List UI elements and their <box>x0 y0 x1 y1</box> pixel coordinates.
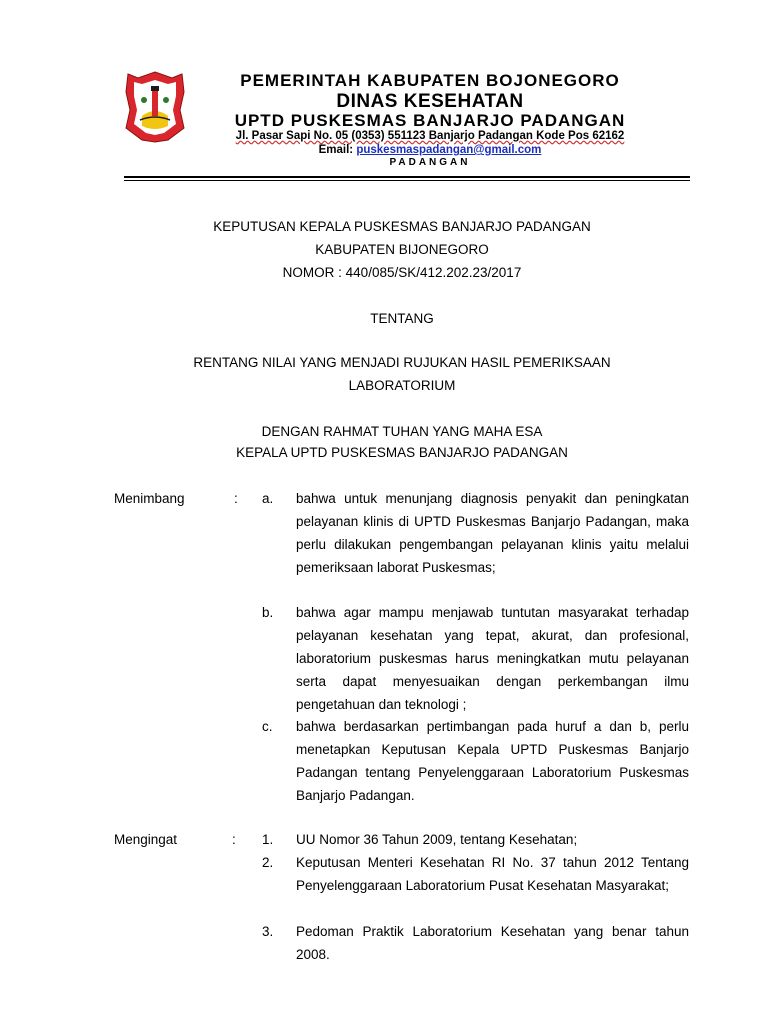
decree-head: KEPALA UPTD PUSKESMAS BANJARJO PADANGAN <box>236 445 568 460</box>
email-line <box>190 144 670 156</box>
decree-subject-line2: LABORATORIUM <box>348 378 456 393</box>
menimbang-mark-a: a. <box>262 491 274 506</box>
decree-about: TENTANG <box>370 311 434 326</box>
email-label: Email: <box>318 144 354 156</box>
mengingat-item-3: Pedoman Praktik Laboratorium Kesehatan yang benar tahun 2008. <box>296 924 689 962</box>
bojonegoro-emblem-icon <box>124 70 186 144</box>
decree-grace: DENGAN RAHMAT TUHAN YANG MAHA ESA <box>261 424 543 439</box>
header-divider-thick <box>124 176 690 178</box>
government-name: PEMERINTAH KABUPATEN BOJONEGORO <box>240 71 620 90</box>
menimbang-colon: : <box>234 491 238 506</box>
mengingat-item-2: Keputusan Menteri Kesehatan RI No. 37 tahun 2012 Tentang Penyelenggaraan Laboratorium Pusat Kesehatan Masyarakat; <box>296 855 689 893</box>
menimbang-item-c: bahwa berdasarkan pertimbangan pada huruf a dan b, perlu menetapkan Keputusan Kepala UPTD Puskesmas Banjarjo Padangan tentang Penyelenggaraan Laboratorium Puskesmas Banjarjo Padangan. <box>296 719 689 803</box>
decree-title: KEPUTUSAN KEPALA PUSKESMAS BANJARJO PADANGAN <box>213 219 591 234</box>
header-divider-thin <box>124 180 690 181</box>
department-name: DINAS KESEHATAN <box>336 91 524 112</box>
mengingat-colon: : <box>232 832 236 847</box>
decree-subject-line1: RENTANG NILAI YANG MENJADI RUJUKAN HASIL PEMERIKSAAN <box>193 355 611 370</box>
address-line <box>190 130 670 142</box>
mengingat-mark-3: 3. <box>262 924 274 939</box>
email-link[interactable]: puskesmaspadangan@gmail.com <box>356 144 542 156</box>
mengingat-item-1: UU Nomor 36 Tahun 2009, tentang Kesehatan; <box>296 832 578 847</box>
mengingat-mark-1: 1. <box>262 832 274 847</box>
decree-number: NOMOR : 440/085/SK/412.202.23/2017 <box>282 265 522 280</box>
city-name: PADANGAN <box>389 157 471 168</box>
menimbang-mark-b: b. <box>262 605 274 620</box>
menimbang-mark-c: c. <box>262 719 273 734</box>
address-text: Jl. Pasar Sapi No. 05 (0353) 551123 Banjarjo Padangan Kode Pos 62162 <box>235 130 625 142</box>
mengingat-label: Mengingat <box>114 832 178 847</box>
menimbang-item-b: bahwa agar mampu menjawab tuntutan masyarakat terhadap pelayanan kesehatan yang tepat, akurat, dan profesional, laboratorium puskesmas harus meningkatkan mutu pelayanan serta dapat menyesuaikan dengan perkembangan ilmu pengetahuan dan teknologi ; <box>296 605 689 712</box>
menimbang-label: Menimbang <box>114 491 185 506</box>
decree-regency: KABUPATEN BIJONEGORO <box>315 242 489 257</box>
menimbang-item-a: bahwa untuk menunjang diagnosis penyakit dan peningkatan pelayanan klinis di UPTD Puskesmas Banjarjo Padangan, maka perlu dilakukan pengembangan pelayanan klinis yaitu melalui pemeriksaan laborat Puskesmas; <box>296 491 689 575</box>
institution-name: UPTD PUSKESMAS BANJARJO PADANGAN <box>234 111 626 130</box>
mengingat-mark-2: 2. <box>262 855 274 870</box>
